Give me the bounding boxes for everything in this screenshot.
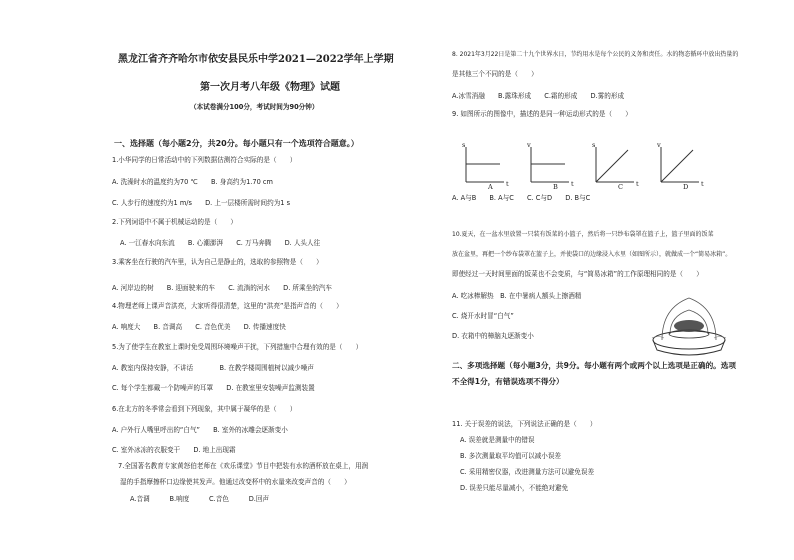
exam-note: （本试卷满分100分，考试时间为90分钟）: [190, 103, 319, 111]
graph-d-letter: D: [683, 183, 689, 191]
question-line: 即使经过一天时间里面的饭菜也不会变质，与“简易冰箱”的工作原理相同的是（ ）: [452, 270, 703, 278]
graph-d: [661, 147, 699, 182]
question-line: C. 烧开水时冒“白气”: [452, 312, 514, 320]
exam-title-line2: 第一次月考八年级《物理》试题: [200, 82, 340, 93]
question-line: 2.下列词语中不属于机械运动的是（ ）: [112, 218, 237, 226]
question-line: A. 响度大 B. 音调高 C. 音色优美 D. 传播速度快: [112, 323, 286, 331]
section2-heading-cont: 不全得1分，有错误选项不得分）: [452, 377, 564, 386]
question-line: D. 衣箱中的樟脑丸逐渐变小: [452, 332, 534, 340]
question-line: 11. 关于误差的说法，下列说法正确的是（ ）: [452, 420, 597, 428]
graph-b-letter: B: [553, 183, 558, 191]
question-line: A. 教室内保持安静，不讲话 B. 在教学楼周围植树以减少噪声: [112, 364, 314, 372]
question-line: B. 多次测量取平均值可以减小误差: [460, 452, 562, 460]
graph-d-xlabel: t: [701, 180, 704, 188]
question-line: 10.夏天，在一盆水里放置一只装有饭菜的小篮子，然后将一只纱布袋罩在篮子上，篮子里面的饭菜: [452, 231, 714, 238]
graph-b-ylabel: v: [527, 141, 531, 149]
question-line: 8. 2021年3月22日是第二十九个世界水日，节约用水是每个公民的义务和责任。水的物态循环中放出热量的: [452, 51, 739, 58]
question-line: A. 吃冰棒解热 B. 在中暑病人额头上擦酒精: [452, 292, 582, 300]
question-line: A.冰雪消融 B.露珠形成 C.霜的形成 D.雾的形成: [452, 92, 625, 100]
q9-options: A. A与B B. A与C C. C与D D. B与C: [452, 194, 591, 202]
question-line: 7.全国著名教育专家黄怒伯老师在《欢乐课堂》节目中把装有水的酒杯放在桌上，用润: [118, 462, 369, 470]
exam-title-line1: 黑龙江省齐齐哈尔市依安县民乐中学2021—2022学年上学期: [118, 54, 394, 65]
question-line: 湿的手指摩擦杯口边缘使其发声。他通过改变杯中的水量来改变声音的（ ）: [120, 478, 351, 486]
graph-a-letter: A: [488, 183, 493, 191]
question-line: 9. 如图所示的图像中，描述的是同一种运动形式的是（ ）: [452, 110, 632, 118]
question-line: A. 误差就是测量中的错误: [460, 436, 535, 444]
graph-c-xlabel: t: [636, 180, 639, 188]
question-line: 3.乘客坐在行驶的汽车里，认为自己是静止的，选取的参照物是（ ）: [112, 258, 323, 266]
question-line: 4.物理老师上课声音洪亮，大家听得很清楚，这里的“洪亮”是指声音的（ ）: [112, 302, 343, 310]
graph-b: [531, 147, 569, 182]
question-line: 6.在北方的冬季常会看到下列现象，其中属于凝华的是（ ）: [112, 405, 297, 413]
question-line: A.音调 B.响度 C.音色 D.回声: [130, 495, 270, 503]
question-line: 放在盆里，再把一个纱布袋罩在篮子上，并使袋口的边缘浸入水里（如图所示），就做成一个“简易冰箱”。: [452, 251, 732, 258]
graph-c-ylabel: s: [592, 141, 596, 149]
graph-d-ylabel: v: [657, 141, 661, 149]
question-line: D. 误差只能尽量减小，不能绝对避免: [460, 484, 569, 492]
question-line: A. 洗澡时水的温度约为70 ℃ B. 身高约为1.70 cm: [112, 178, 273, 186]
graph-c-letter: C: [618, 183, 624, 191]
question-line: C. 每个学生都戴一个防噪声的耳罩 D. 在教室里安装噪声监测装置: [112, 384, 315, 392]
question-line: 5.为了使学生在教室上课时免受周围环境噪声干扰，下列措施中合理有效的是（ ）: [112, 343, 363, 351]
question-line: A. 户外行人嘴里呼出的“白气” B. 室外的冰雕会逐渐变小: [112, 426, 288, 434]
graph-c: [596, 147, 634, 182]
section1-heading: 一、选择题（每小题2分，共20分。每小题只有一个选项符合题意。）: [114, 139, 359, 148]
simple-fridge-illustration: [648, 288, 730, 358]
section2-heading: 二、多项选择题（每小题3分，共9分。每小题有两个或两个以上选项是正确的。选项: [452, 361, 736, 370]
question-line: C. 采用精密仪器，改进测量方法可以避免误差: [460, 468, 595, 476]
question-line: C. 室外冰冻的衣服变干 D. 地上出现霜: [112, 446, 236, 454]
question-line: C. 人步行的速度约为1 m/s D. 上一层楼所需时间约为1 s: [112, 199, 291, 207]
graph-a: [466, 147, 504, 182]
question-line: 1.小华同学的日常活动中的下列数据估测符合实际的是（ ）: [112, 156, 297, 164]
graph-a-ylabel: s: [462, 141, 466, 149]
question-line: 是其他三个不同的是（ ）: [452, 70, 538, 78]
motion-graphs: [456, 142, 716, 202]
question-line: A. 河岸边的树 B. 迎面驶来的车 C. 流淌的河水 D. 所乘坐的汽车: [112, 284, 332, 292]
graph-a-xlabel: t: [506, 180, 509, 188]
question-line: A. 一江春水向东流 B. 心潮澎湃 C. 万马奔腾 D. 人头人往: [120, 239, 321, 247]
graph-b-xlabel: t: [571, 180, 574, 188]
